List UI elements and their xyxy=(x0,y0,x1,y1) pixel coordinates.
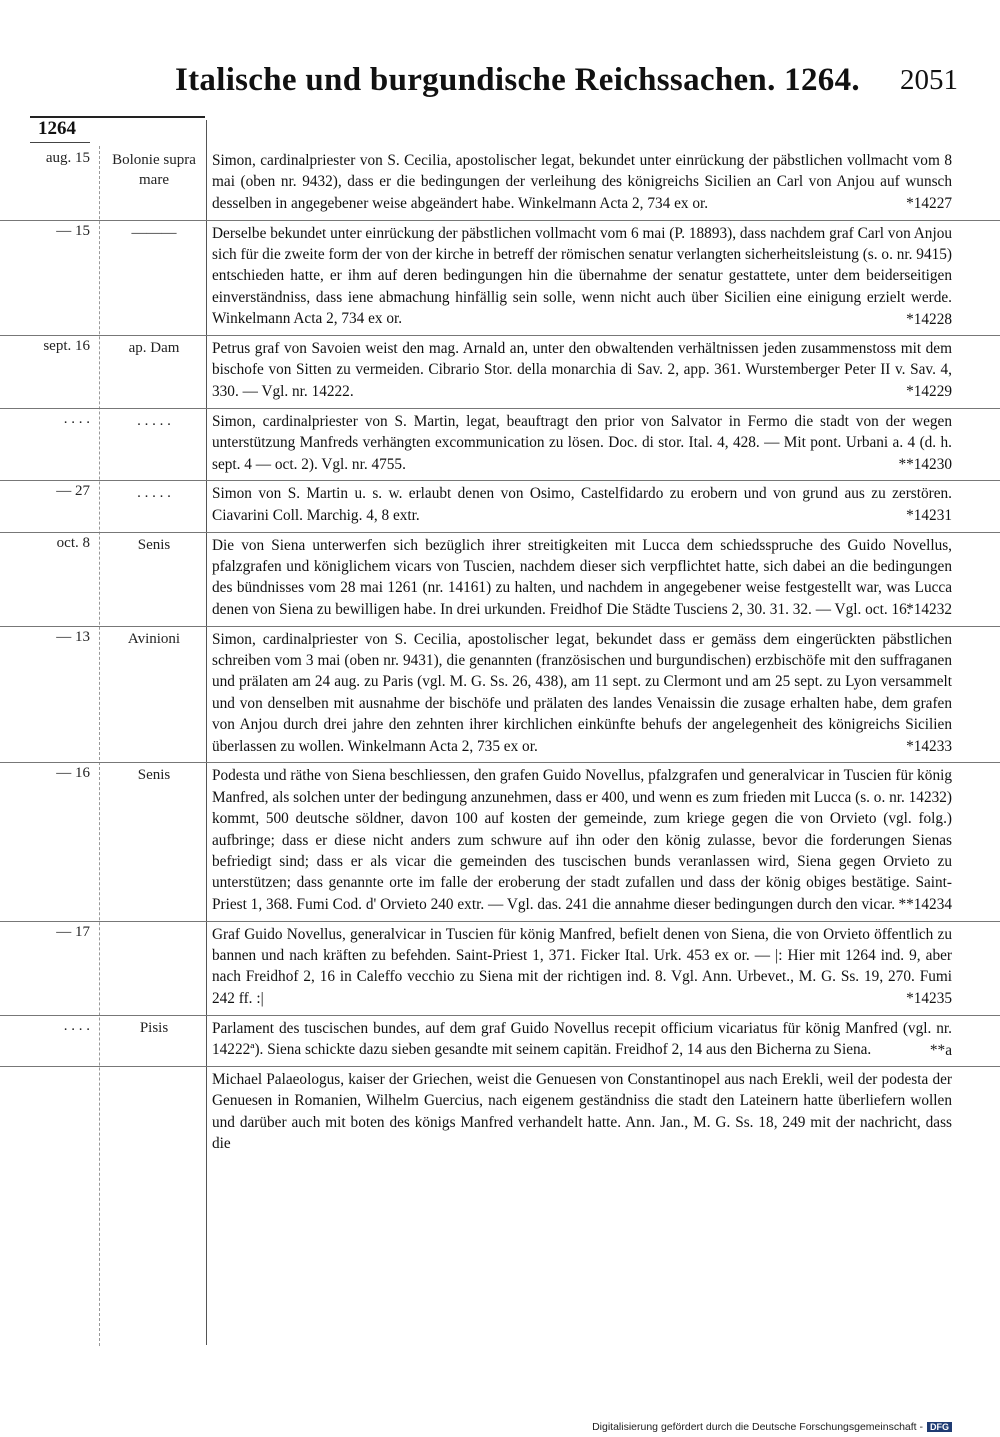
entry-number: **14230 xyxy=(898,455,952,473)
register-entry xyxy=(0,627,1000,764)
entry-text: Simon, cardinalpriester von S. Martin, legat, beauftragt den prior von Salvator in Fermo die stadt von der wegen unterstützung Manfreds verhängten excommunication zu lösen. Doc. di stor. Ital. 4, 428. — Mit pont. Urbani a. 4 (d. h. sept. 4 — oct. 2). Vgl. nr. 4755. **14230 xyxy=(212,411,952,476)
entry-date: oct. 8 xyxy=(56,534,90,551)
entry-number: *14231 xyxy=(906,507,952,525)
entry-place: Senis xyxy=(137,536,171,553)
entry-text: Michael Palaeologus, kaiser der Griechen, weist die Genuesen von Constantinopel aus nach Erekli, weil der podesta der Genuesen in Romanien, Wilhelm Guercius, nach eigenem geständniss die stadt den Lateinern hatte überliefern wollen und darüber auch mit boten des königs Manfred verhandelt hatte. Ann. Jan., M. G. Ss. 18, 249 mit der nachricht, dass die xyxy=(212,1070,952,1153)
register-entries xyxy=(0,148,1000,1153)
entry-text: Simon, cardinalpriester von S. Cecilia, apostolischer legat, bekundet dass er gemäss dem eingerückten päbstlichen schreiben vom 3 mai (oben nr. 9431), die genannten (französischen und burgundischen) erzbischöfe mit den suffraganen und prälaten am 24 aug. zu Paris (vgl. M. G. Ss. 26, 438), am 11 sept. zu Clermont und am 25 sept. zu Lyon versammelt und von denselben mit ausnahme der bischöfe und prälaten des landes Venaissin die zusage erhalten habe, dem grafen von Anjou durch drei jahre den zehnten ihrer kirchlichen einkünfte behufs der angelegenheit des königreichs Sicilien überlassen zu wollen. Winkelmann Acta 2, 735 ex or. *14233 xyxy=(212,629,952,758)
footer xyxy=(592,1421,952,1433)
entry-number: *14227 xyxy=(906,195,952,213)
entry-date: aug. 15 xyxy=(45,150,90,166)
page-title: Italische und burgundische Reichssachen. 1264. xyxy=(175,62,860,98)
entry-number: *14235 xyxy=(906,990,952,1008)
register-entry xyxy=(0,1067,1000,1153)
year-label: 1264 xyxy=(38,118,76,139)
entry-number: *14228 xyxy=(906,310,952,328)
entry-number: *14233 xyxy=(906,738,952,755)
dfg-logo-icon[interactable]: DFG xyxy=(927,1422,952,1432)
entry-number: *14229 xyxy=(906,383,952,401)
register-entry xyxy=(0,148,1000,221)
entry-number: *14232 xyxy=(906,601,952,619)
entry-date: — 15 xyxy=(56,222,90,239)
register-entry xyxy=(0,533,1000,627)
entry-place: Avinioni xyxy=(127,630,181,647)
entry-date: — 17 xyxy=(56,923,90,940)
entry-text: Graf Guido Novellus, generalvicar in Tuscien für könig Manfred, befielt denen von Siena, die von Orvieto öffentlich zu bannen und nach kräften zu befehden. Saint-Priest 1, 371. Ficker Ital. Urk. 453 ex or. — |: Hier mit 1264 ind. 9, aber nach Freidhof 2, 16 in Caleffo vecchio zu Siena mit der richtigen ind. 8. Vgl. Ann. Urbevet., M. G. Ss. 19, 270. Fumi 242 ff. :| *14235 xyxy=(212,924,952,1010)
entry-date: — 16 xyxy=(56,765,90,782)
entry-date: . . . . xyxy=(63,1017,90,1034)
register-entry xyxy=(0,409,1000,482)
year-rule xyxy=(30,142,90,143)
entry-text: Parlament des tuscischen bundes, auf dem graf Guido Novellus recepit officium vicariatus für könig Manfred (vgl. nr. 14222ª). Siena schickte dazu sieben gesandte mit seinem capitän. Freidhof 2, 14 aus den Bicherna zu Siena. **a xyxy=(212,1018,952,1061)
entry-text: Derselbe bekundet unter einrückung der päbstlichen vollmacht vom 6 mai (P. 18893), dass nachdem graf Carl von Anjou sich für die zweite form der von der kirche in betreff der römischen senatur verlangten sicherheitsleistung (s. o. nr. 9415) entschieden hatte, er ihm auf deren bedingungen hin die übernahme der senatur gestattete, unter dem beiderseitigen einverständniss, dass iene abmachung hinfällig sein solle, wenn nicht auch über Sicilien eine einigung erzielt werde. Winkelmann Acta 2, 734 ex or. *14228 xyxy=(212,223,952,330)
entry-place: . . . . . xyxy=(137,485,171,502)
entry-date: — 27 xyxy=(56,483,90,500)
register-entry xyxy=(0,922,1000,1016)
entry-place: ——— xyxy=(131,224,177,241)
entry-place: Bolonie supra mare xyxy=(112,152,196,188)
entry-number: **14234 xyxy=(898,896,952,914)
entry-text: Die von Siena unterwerfen sich bezüglich ihrer streitigkeiten mit Lucca dem schiedsspruche des Guido Novellus, pfalzgrafen und königlichem vicars von Tuscien, nachdem dieser sich verpflichtet hatte, sich dabei an die bedingungen des bündnisses vom 28 mai 1261 (nr. 14161) zu halten, und nachdem in angegebener weise festgestellt war, was Lucca denen von Siena zu bewilligen habe. In drei urkunden. Freidhof Die Städte Tusciens 2, 30. 31. 32. — Vgl. oct. 16. *14232 xyxy=(212,535,952,621)
page-header xyxy=(0,62,1000,102)
entry-number: **a xyxy=(929,1041,952,1059)
register-entry xyxy=(0,336,1000,409)
entry-date: . . . . xyxy=(63,410,90,427)
entry-text: Simon, cardinalpriester von S. Cecilia, apostolischer legat, bekundet unter einrückung der päbstlichen vollmacht vom 8 mai (oben nr. 9432), dass er die bedingungen der verleihung des königreichs Sicilien an Carl von Anjou auf wunsch desselben in angegebener weise abgeändert habe. Winkelmann Acta 2, 734 ex or. *14227 xyxy=(212,150,952,215)
entry-text: Podesta und räthe von Siena beschliessen, den grafen Guido Novellus, pfalzgrafen und generalvicar in Tuscien für könig Manfred, als solchen unter der bedingung anzunehmen, dass er 400, und wenn es zum frieden mit Lucca (s. o. nr. 14232) kommt, 500 deutsche söldner, davon 100 auf kosten der gemeinde, zum kriege gegen die von Orvieto (vgl. folg.) aufbringe; dass er diese nicht anders zum schwure auf ihn oder den könig zulasse, bevor die forderungen Sienas befriedigt sind; dass er als vicar die gemeinden des tuscischen bunds veranlassen wird, Siena gegen Orvieto zu unterstützen; dass genannte orte im falle der eroberung der stadt zufallen und dass der könig obiges bestätige. Saint-Priest 1, 368. Fumi Cod. d' Orvieto 240 extr. — Vgl. das. 241 die annahme dieser bedingungen durch den vicar. **14234 xyxy=(212,765,952,915)
entry-date: sept. 16 xyxy=(43,338,90,355)
page-number: 2051 xyxy=(900,64,958,96)
entry-date: — 13 xyxy=(56,628,90,645)
entry-place: Pisis xyxy=(139,1019,169,1036)
register-entry xyxy=(0,763,1000,921)
entry-place: . . . . . xyxy=(137,412,171,429)
entry-place: ap. Dam xyxy=(128,340,180,357)
register-entry xyxy=(0,221,1000,336)
entry-place: Senis xyxy=(137,767,171,784)
register-entry xyxy=(0,1016,1000,1067)
entry-text: Simon von S. Martin u. s. w. erlaubt denen von Osimo, Castelfidardo zu erobern und von grund aus zu zerstören. Ciavarini Coll. Marchig. 4, 8 extr. *14231 xyxy=(212,483,952,526)
footer-text: Digitalisierung gefördert durch die Deutsche Forschungsgemeinschaft - xyxy=(592,1421,923,1433)
entry-text: Petrus graf von Savoien weist den mag. Arnald an, unter den obwaltenden verhältnissen jeden zusammenstoss mit dem bischofe von Sitten zu vermeiden. Cibrario Stor. della monarchia di Sav. 2, app. 361. Wurstemberger Peter II v. Sav. 4, 330. — Vgl. nr. 14222. *14229 xyxy=(212,338,952,403)
register-entry xyxy=(0,481,1000,532)
